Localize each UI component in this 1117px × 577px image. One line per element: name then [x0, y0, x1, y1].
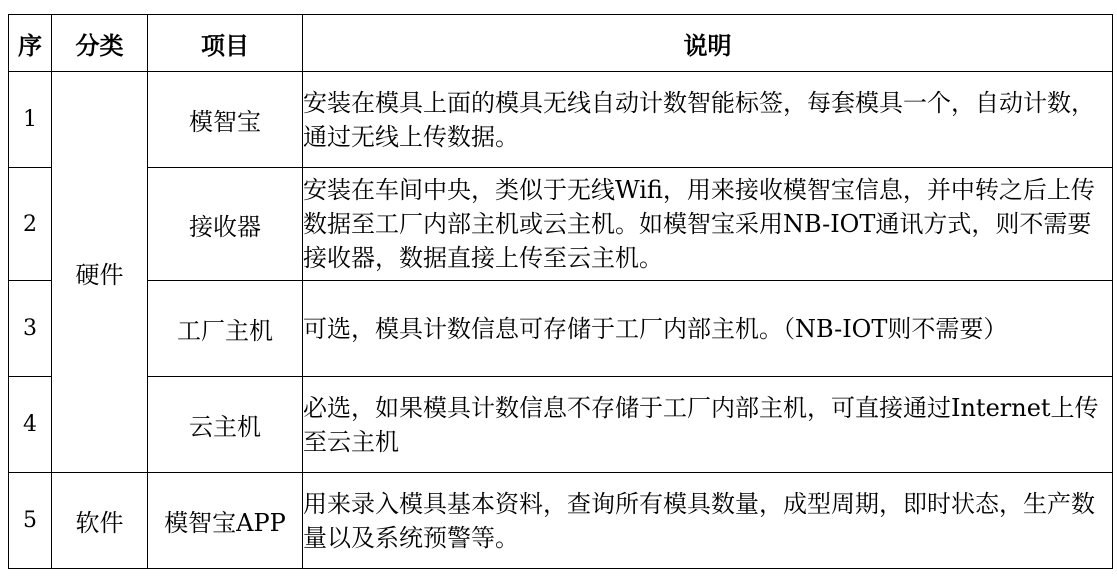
- table-row: [9, 168, 1113, 281]
- item-name: 接收器: [148, 168, 303, 281]
- row-number: 3: [9, 281, 52, 377]
- item-description: 可选，模具计数信息可存储于工厂内部主机。（NB-IOT则不需要）: [303, 281, 1113, 377]
- table-header-row: [9, 15, 1113, 72]
- row-number: 1: [9, 72, 52, 168]
- item-name: 工厂主机: [148, 281, 303, 377]
- row-number: 2: [9, 168, 52, 281]
- item-name: 模智宝APP: [148, 473, 303, 569]
- table-row: [9, 377, 1113, 473]
- item-description: 安装在车间中央，类似于无线Wifi，用来接收模智宝信息，并中转之后上传数据至工厂内部主机或云主机。如模智宝采用NB-IOT通讯方式，则不需要接收器，数据直接上传至云主机。: [303, 168, 1113, 281]
- category-software: 软件: [52, 473, 148, 569]
- header-description: 说明: [303, 15, 1113, 72]
- row-number: 4: [9, 377, 52, 473]
- item-description: 必选，如果模具计数信息不存储于工厂内部主机，可直接通过Internet上传至云主机: [303, 377, 1113, 473]
- table-row: [9, 281, 1113, 377]
- item-name: 模智宝: [148, 72, 303, 168]
- header-no: 序: [9, 15, 52, 72]
- table-row: [9, 72, 1113, 168]
- item-description: 安装在模具上面的模具无线自动计数智能标签，每套模具一个，自动计数，通过无线上传数据。: [303, 72, 1113, 168]
- table-row: [9, 473, 1113, 569]
- header-item: 项目: [148, 15, 303, 72]
- item-name: 云主机: [148, 377, 303, 473]
- category-hardware: 硬件: [52, 72, 148, 473]
- system-components-table: [8, 14, 1113, 569]
- row-number: 5: [9, 473, 52, 569]
- item-description: 用来录入模具基本资料，查询所有模具数量，成型周期，即时状态，生产数量以及系统预警等。: [303, 473, 1113, 569]
- header-category: 分类: [52, 15, 148, 72]
